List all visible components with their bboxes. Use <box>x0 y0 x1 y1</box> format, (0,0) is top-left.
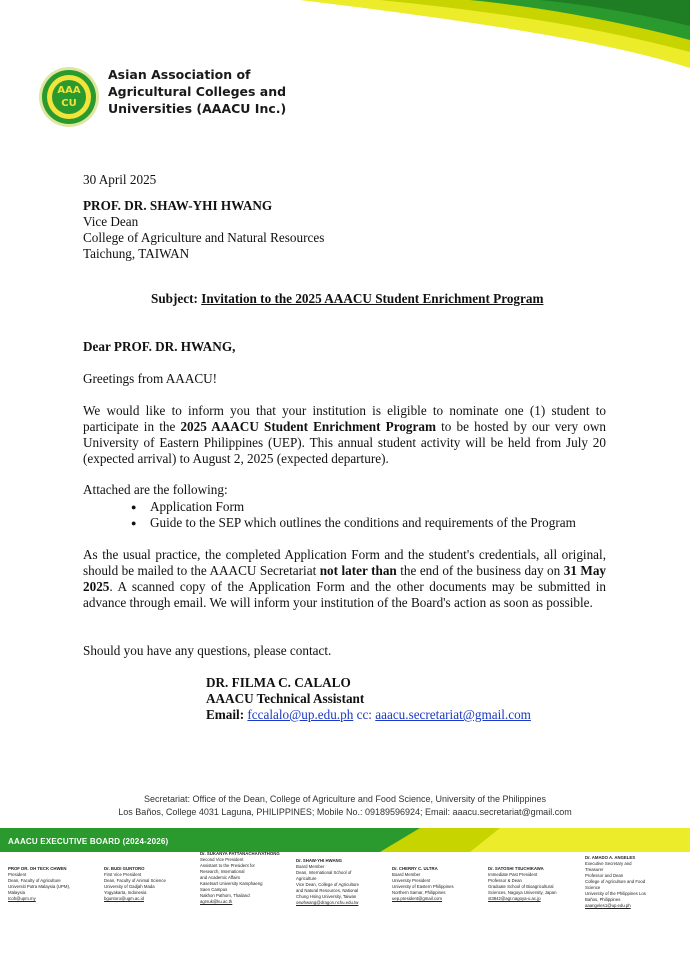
member-line: Graduate School of Bioagricultural <box>488 884 554 889</box>
member-line: Professor and Dean <box>585 873 624 878</box>
board-member <box>296 858 378 906</box>
member-line: Dean, International School of <box>296 870 352 875</box>
subject-text: Invitation to the 2025 AAACU Student Enrichment Program <box>201 291 544 306</box>
member-line: Baños, Philippines <box>585 897 621 902</box>
secretariat-line2: Los Baños, College 4031 Laguna, PHILIPPINES; Mobile No.: 09189596924; Email: aaacu.secretariat@gmail.com <box>118 807 572 817</box>
email-label: Email: <box>206 707 245 722</box>
recipient-name: PROF. DR. SHAW-YHI HWANG <box>83 198 273 213</box>
board-member <box>8 866 90 902</box>
p2-text-a: As the usual practice, the completed Application Form and the student's credentials, all original, should be mailed to the AAACU Secretariat <box>83 547 606 578</box>
header-swoosh-graphic <box>0 0 690 110</box>
member-line: Yogyakarta, Indonesia <box>104 890 147 895</box>
svg-text:CU: CU <box>61 98 77 109</box>
member-line: Northern Samar, Philippines <box>392 890 446 895</box>
member-line: Dean, Faculty of Animal Science <box>104 878 166 883</box>
member-email[interactable]: aaangeles1@up.edu.ph <box>585 903 631 908</box>
p1-text-a: We would like to inform you that your institution is eligible to nominate one (1) student to participate in the <box>83 403 606 434</box>
member-line: University of the Philippines Los <box>585 891 646 896</box>
recipient-location: Taichung, TAIWAN <box>83 246 190 261</box>
member-line: Immediate Past President <box>488 872 538 877</box>
member-name: Dr. CHERRY C. ULTRA <box>392 866 438 871</box>
member-line: Board Member <box>392 872 421 877</box>
email-separator: cc: <box>353 707 376 722</box>
member-line: Executive Secretary and <box>585 861 632 866</box>
member-email[interactable]: agrsuk@ku.ac.th <box>200 899 233 904</box>
member-line: Malaysia <box>8 890 25 895</box>
board-member <box>104 866 186 902</box>
subject-label: Subject: <box>151 291 198 306</box>
member-line: College of Agriculture and Food <box>585 879 646 884</box>
member-line: Sciences, Nagoya University, Japan <box>488 890 557 895</box>
member-name: Dr. SUKANYA PATTANACHAIYATHONG <box>200 851 280 856</box>
member-line: Science <box>585 885 601 890</box>
signer-email-line <box>206 707 531 723</box>
member-name: Dr. BUDI GUNTORO <box>104 866 145 871</box>
email-link-primary[interactable]: fccalalo@up.edu.ph <box>247 707 354 722</box>
aaacu-logo <box>38 66 100 128</box>
letter-date: 30 April 2025 <box>83 172 157 187</box>
bullet-icon: ● <box>131 502 137 512</box>
board-title: AAACU EXECUTIVE BOARD (2024-2026) <box>8 837 169 846</box>
p2-deadline-emphasis: not later than <box>319 563 397 578</box>
member-line: Dean, Faculty of Agriculture <box>8 878 61 883</box>
board-member <box>392 866 474 902</box>
member-line: Kasetsart University Kamphaeng <box>200 881 263 886</box>
member-name: PROF DR. OH TECK CHWEN <box>8 866 67 871</box>
org-name-line2: Agricultural Colleges and <box>108 84 287 99</box>
member-line: Research, International <box>200 869 245 874</box>
member-name: Dr. SATOSHI TSUCHIKAWA <box>488 866 544 871</box>
board-member <box>200 851 282 905</box>
member-line: First Vice President <box>104 872 142 877</box>
member-line: Universiti Putra Malaysia (UPM), <box>8 884 71 889</box>
member-email[interactable]: uep.president@gmail.com <box>392 896 442 901</box>
member-line: Board Member <box>296 864 325 869</box>
member-name: Dr. AMADO A. ANGELES <box>585 855 636 860</box>
org-name <box>108 66 286 117</box>
member-email[interactable]: oswhwang@dragon.nchu.edu.tw <box>296 900 359 905</box>
member-line: Chung Hsing University, Taiwan <box>296 894 357 899</box>
signer-name: DR. FILMA C. CALALO <box>206 675 351 690</box>
member-line: Treasurer <box>585 867 604 872</box>
member-line: Second Vice President <box>200 857 244 862</box>
board-member <box>585 855 685 909</box>
attachment-item: Application Form <box>150 499 245 514</box>
recipient-dept: College of Agriculture and Natural Resources <box>83 230 325 245</box>
subject-line <box>151 291 543 307</box>
greeting: Greetings from AAACU! <box>83 371 218 386</box>
member-email[interactable]: bguntoro@ugm.ac.id <box>104 896 144 901</box>
p2-deadline-date: 31 May 2025 <box>83 563 607 594</box>
member-line: Professor & Dean <box>488 878 522 883</box>
member-line: Vice Dean, College of Agriculture <box>296 882 359 887</box>
bullet-icon: ● <box>131 518 137 528</box>
svg-text:AAA: AAA <box>57 85 81 96</box>
member-line: Assistant to the President for <box>200 863 255 868</box>
org-name-line1: Asian Association of <box>108 67 251 82</box>
org-name-line3: Universities (AAACU Inc.) <box>108 101 287 116</box>
paragraph-2 <box>83 547 606 611</box>
secretariat-line1: Secretariat: Office of the Dean, College of Agriculture and Food Science, University of the Philippines <box>143 794 547 804</box>
member-line: and Academic Affairs <box>200 875 241 880</box>
p2-text-c: the end of the business day on <box>396 563 564 578</box>
member-line: Agriculture <box>296 876 317 881</box>
board-member <box>488 866 570 902</box>
member-line: University President <box>392 878 431 883</box>
closing-line: Should you have any questions, please contact. <box>83 643 332 658</box>
attached-intro: Attached are the following: <box>83 482 228 497</box>
member-email[interactable]: tcoh@upm.my <box>8 896 36 901</box>
p2-text-e: . A scanned copy of the Application Form and the other documents may be submitted in advance through email. We will inform your institution of the Board's action as soon as possible. <box>83 579 606 610</box>
member-line: and Natural Resources, National <box>296 888 359 893</box>
signer-title: AAACU Technical Assistant <box>206 691 365 706</box>
member-name: Dr. SHAW-YHI HWANG <box>296 858 342 863</box>
member-line: University of Gadjah Mada <box>104 884 155 889</box>
member-line: University of Eastern Philippines <box>392 884 454 889</box>
salutation: Dear PROF. DR. HWANG, <box>83 339 236 354</box>
p1-text-c: to be hosted by our very own University of Eastern Philippines (UEP). This annual student activity will be held from July 20 (expected arrival) to August 2, 2025 (expected departure). <box>83 419 606 466</box>
member-line: Nakhon Pathom, Thailand <box>200 893 250 898</box>
paragraph-1 <box>83 403 606 467</box>
recipient-title: Vice Dean <box>83 214 139 229</box>
p1-program-name: 2025 AAACU Student Enrichment Program <box>180 419 436 434</box>
email-link-secretariat[interactable]: aaacu.secretariat@gmail.com <box>375 707 531 722</box>
attachment-item: Guide to the SEP which outlines the conditions and requirements of the Program <box>150 515 576 530</box>
member-line: President <box>8 872 27 877</box>
member-email[interactable]: st3842@agr.nagoya-u.ac.jp <box>488 896 541 901</box>
recipient-block <box>83 198 324 262</box>
member-line: Saen Campus <box>200 887 228 892</box>
